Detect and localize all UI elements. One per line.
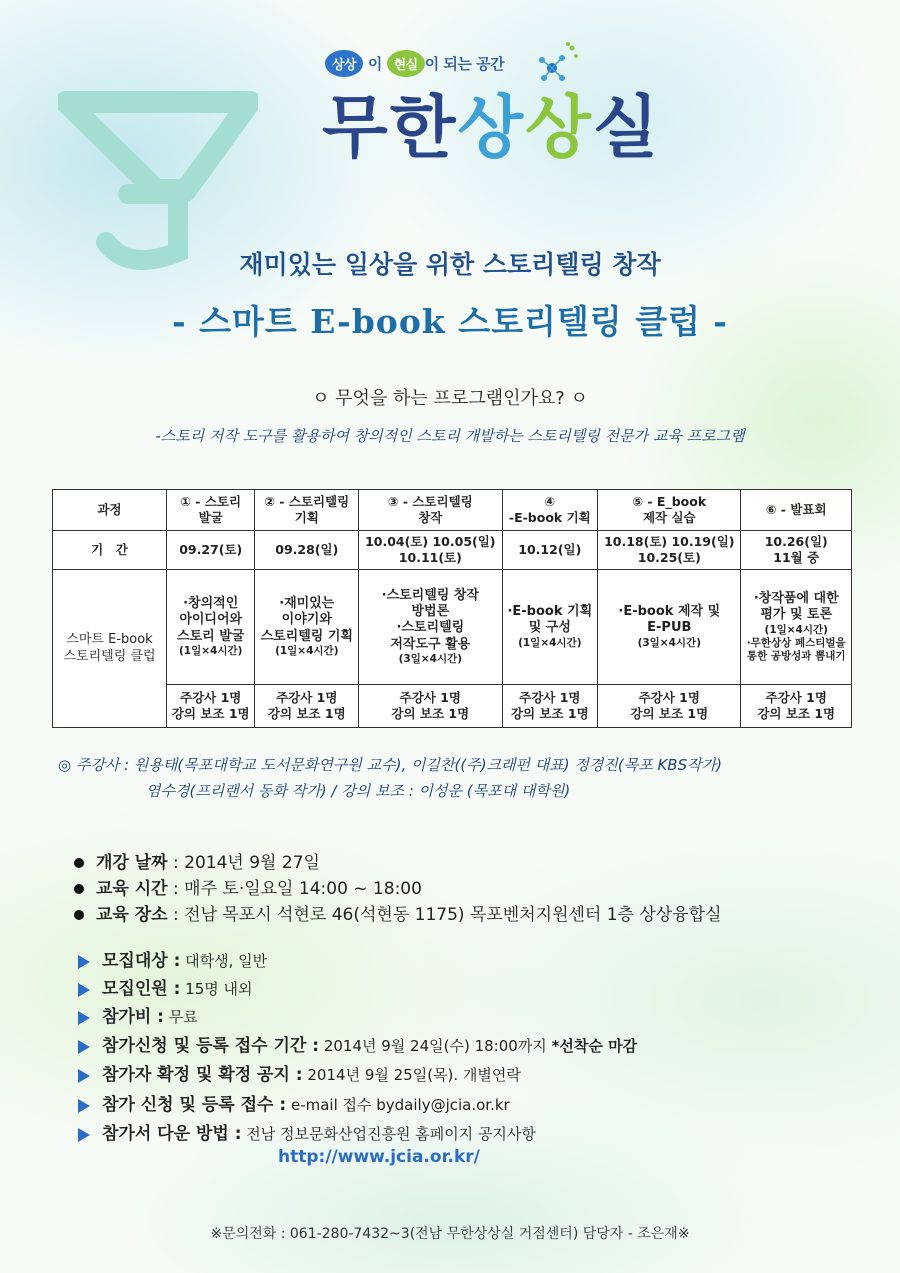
recruit-value: 대학생, 일반	[180, 952, 268, 970]
content-duration: (1일×4시간)	[178, 644, 243, 657]
content-cell	[359, 570, 502, 685]
page-subtitle: 재미있는 일상을 위한 스토리텔링 창작	[239, 250, 661, 279]
content-line: ·창의적인	[183, 596, 239, 612]
staff-cell	[255, 685, 359, 728]
staff-line: 주강사 1명	[276, 690, 338, 706]
triangle-bullet-icon	[78, 1099, 90, 1113]
program-label-line: 스마트 E-book	[66, 632, 153, 648]
recruit-item	[78, 1060, 521, 1085]
recruit-item	[78, 946, 267, 971]
table-row	[53, 570, 852, 685]
content-line: 방법론	[411, 604, 450, 620]
triangle-bullet-icon	[78, 1040, 90, 1054]
recruit-value: e-mail 접수 bydaily@jcia.or.kr	[286, 1096, 510, 1114]
info-value: : 2014년 9월 27일	[167, 853, 320, 873]
recruit-item	[78, 1090, 510, 1115]
triangle-bullet-icon	[78, 1128, 90, 1142]
info-key: 개강 날짜	[96, 853, 168, 873]
info-key: 교육 장소	[96, 905, 168, 925]
staff-cell	[598, 685, 741, 728]
course-header	[255, 490, 359, 531]
staff-line: 주강사 1명	[638, 690, 700, 706]
club-title: - 스마트 E-book 스토리텔링 클럽 -	[171, 302, 729, 341]
course-no: ① - 스토리	[180, 494, 242, 510]
content-line: 아이디어와	[179, 612, 243, 628]
recruit-key: 참가자 확정 및 확정 공지 :	[102, 1065, 303, 1085]
contact-info: ※문의전화 : 061-280-7432~3(전남 무한상상실 거점센터) 담당자 - 조은재※	[210, 1226, 690, 1242]
recruit-value: 2014년 9월 24일(수) 18:00까지	[319, 1037, 552, 1055]
staff-line: 주강사 1명	[399, 690, 461, 706]
staff-line: 주강사 1명	[765, 690, 827, 706]
tagline-word-reality: 현실	[387, 50, 425, 77]
recruit-key: 모집대상 :	[102, 951, 181, 971]
logo-title-part4: 실	[592, 89, 661, 168]
tagline-word-imagination: 상상	[325, 50, 363, 77]
date-line: 10.26(일)	[764, 534, 828, 550]
content-duration: (3일×4시간)	[398, 652, 463, 665]
content-duration: (3일×4시간)	[637, 636, 701, 649]
recruit-value: 15명 내외	[180, 980, 253, 998]
bullet-icon	[74, 884, 84, 894]
triangle-bullet-icon	[78, 983, 90, 997]
logo-title	[322, 89, 661, 168]
content-cell	[598, 570, 741, 685]
bullet-icon	[74, 910, 84, 920]
info-item	[74, 900, 722, 925]
staff-cell	[502, 685, 598, 728]
website-link[interactable]: http://www.jcia.or.kr/	[278, 1147, 480, 1167]
date-line: 10.18(토) 10.19(일)	[604, 534, 735, 550]
tagline-end: 이 되는 공간	[424, 55, 505, 73]
schedule-table	[52, 489, 852, 728]
tagline-particle: 이	[367, 55, 382, 73]
staff-line: 주강사 1명	[519, 690, 581, 706]
staff-line: 강의 보조 1명	[171, 706, 250, 721]
date-line: 10.12(일)	[518, 542, 582, 558]
content-line: 이야기와	[281, 612, 332, 628]
table-row	[53, 531, 852, 570]
program-label-line: 스토리텔링 클럽	[63, 648, 156, 664]
staff-cell	[741, 685, 852, 728]
content-cell	[167, 570, 255, 685]
content-line: 저작도구 활용	[390, 636, 471, 652]
recruit-item	[78, 1119, 536, 1144]
instructors-info	[58, 752, 868, 805]
date-line: 10.11(토)	[398, 550, 462, 565]
staff-line: 강의 보조 1명	[391, 706, 470, 721]
info-item	[74, 848, 320, 873]
date-line: 09.27(토)	[179, 542, 243, 558]
course-header	[741, 490, 852, 531]
table-header-row	[53, 490, 852, 531]
content-line: ·스토리텔링	[396, 620, 465, 636]
instructors-line: ◎ 주강사 : 원용태(목포대학교 도서문화연구원 교수), 이길찬((주)크래펀 대표) 정경진(목포 KBS작가)	[58, 756, 722, 774]
course-header	[167, 490, 255, 531]
staff-line: 강의 보조 1명	[267, 706, 346, 721]
recruit-item	[78, 1002, 198, 1027]
date-cell	[598, 531, 741, 570]
logo-tagline	[325, 50, 504, 77]
course-no: ④	[544, 494, 556, 510]
staff-line: 강의 보조 1명	[630, 706, 709, 721]
date-cell	[741, 531, 852, 570]
content-duration: (1일×4시간)	[518, 636, 582, 649]
staff-cell	[167, 685, 255, 728]
course-name: 발굴	[198, 510, 223, 525]
recruit-value: 전남 정보문화산업진흥원 홈페이지 공지사항	[241, 1125, 536, 1143]
content-line: 스토리텔링 기획	[260, 628, 353, 644]
content-line: ·E-book 기획	[507, 604, 593, 620]
content-cell	[741, 570, 852, 685]
content-duration: (1일×4시간)	[764, 623, 828, 636]
recruit-key: 모집인원 :	[102, 979, 181, 999]
date-line: 11월 중	[773, 550, 820, 565]
date-cell	[255, 531, 359, 570]
recruit-key: 참가 신청 및 등록 접수 :	[102, 1095, 287, 1115]
recruit-value: 무료	[163, 1008, 198, 1026]
period-label: 기 간	[53, 531, 167, 570]
content-duration: (1일×4시간)	[275, 644, 339, 657]
course-no: ② - 스토리텔링	[264, 494, 350, 510]
triangle-bullet-icon	[78, 1011, 90, 1025]
recruit-value: 2014년 9월 25일(목). 개별연락	[302, 1066, 521, 1084]
course-header	[598, 490, 741, 531]
content-line: ·스토리텔링 창작	[381, 587, 479, 603]
triangle-bullet-icon	[78, 1069, 90, 1083]
info-value: : 전남 목포시 석현로 46(석현동 1175) 목포벤처지원센터 1층 상상융합실	[167, 905, 722, 925]
staff-line: 강의 보조 1명	[757, 706, 836, 721]
recruit-item	[78, 974, 253, 999]
course-name: 기획	[294, 510, 319, 525]
recruit-key: 참가서 다운 방법 :	[102, 1124, 242, 1144]
logo-title-part3: 상	[525, 89, 593, 168]
date-line: 10.25(토)	[637, 550, 701, 565]
content-line: 평가 및 토론	[760, 607, 833, 623]
course-no: ⑥ - 발표회	[765, 502, 827, 518]
content-note: 통한 공방성과 뽐내기	[746, 649, 846, 662]
table-row	[53, 685, 852, 728]
date-line: 09.28(일)	[275, 542, 339, 558]
content-line: ·E-book 제작 및	[618, 604, 721, 620]
course-name: 창작	[418, 510, 443, 525]
course-name: 제작 실습	[642, 510, 696, 525]
bullet-icon	[74, 858, 84, 868]
info-item	[74, 874, 422, 899]
info-key: 교육 시간	[96, 879, 168, 899]
content-cell	[255, 570, 359, 685]
recruit-item	[78, 1031, 637, 1056]
content-line: 스토리 발굴	[177, 628, 245, 644]
content-line: 및 구성	[528, 620, 571, 636]
decorative-symbol-icon	[58, 82, 258, 272]
content-note: ·무한상상 페스티벌을	[746, 636, 846, 649]
info-value: : 매주 토·일요일 14:00 ~ 18:00	[167, 879, 422, 899]
triangle-bullet-icon	[78, 955, 90, 969]
recruit-extra: *선착순 마감	[551, 1037, 638, 1055]
staff-line: 주강사 1명	[180, 690, 242, 706]
recruit-key: 참가신청 및 등록 접수 기간 :	[102, 1036, 320, 1056]
date-cell	[502, 531, 598, 570]
program-description: -스토리 저작 도구를 활용하여 창의적인 스토리 개발하는 스토리텔링 전문가 교육 프로그램	[155, 427, 745, 445]
course-no: ③ - 스토리텔링	[387, 494, 473, 510]
date-cell	[359, 531, 502, 570]
content-line: ·재미있는	[279, 596, 335, 612]
logo-title-part1: 무한	[322, 89, 458, 168]
staff-line: 강의 보조 1명	[510, 706, 589, 721]
content-line: ·창작품에 대한	[753, 591, 839, 607]
program-question: ㅇ 무엇을 하는 프로그램인가요? ㅇ	[312, 388, 588, 409]
content-line: E-PUB	[647, 620, 692, 636]
staff-cell	[359, 685, 502, 728]
course-name: -E-book 기획	[508, 510, 591, 525]
date-cell	[167, 531, 255, 570]
sparkle-icon	[532, 40, 582, 90]
program-label	[53, 570, 167, 728]
course-header	[359, 490, 502, 531]
logo-title-part2: 상	[457, 89, 526, 168]
course-no: ⑤ - E_book	[632, 494, 707, 510]
recruit-key: 참가비 :	[102, 1007, 164, 1027]
content-cell	[502, 570, 598, 685]
instructors-line: 염수경(프리랜서 동화 작가) / 강의 보조 : 이성운 (목포대 대학원)	[146, 782, 571, 801]
date-line: 10.04(토) 10.05(일)	[365, 534, 496, 550]
table-col-header: 과정	[53, 490, 167, 531]
course-header	[502, 490, 598, 531]
